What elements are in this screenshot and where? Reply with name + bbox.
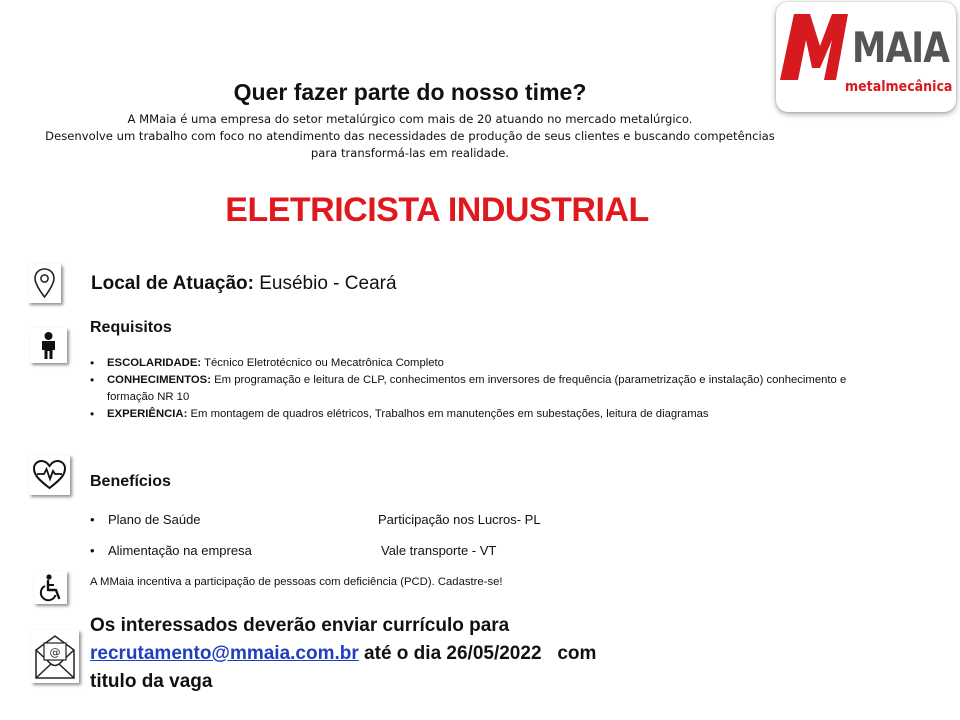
envelope-at-icon [31, 630, 79, 683]
requirement-text: Técnico Eletrotécnico ou Mecatrônica Completo [201, 357, 444, 369]
svg-text:@: @ [49, 646, 61, 659]
benefit-label: Alimentação na empresa [108, 543, 252, 558]
list-item [90, 372, 890, 406]
company-intro [0, 111, 820, 162]
list-item [90, 406, 890, 423]
person-icon [30, 328, 67, 363]
contact-line: Os interessados deverão enviar currículo para [90, 615, 510, 636]
map-pin-icon [28, 264, 61, 303]
pcd-notice: A MMaia incentiva a participação de pessoas com deficiência (PCD). Cadastre-se! [90, 576, 503, 588]
wheelchair-icon [34, 571, 67, 604]
intro-line: para transformá-las em realidade. [310, 146, 510, 160]
bullet-icon: • [90, 543, 95, 558]
contact-line [90, 640, 690, 668]
benefits-title: Benefícios [90, 473, 171, 490]
location-label: Local de Atuação: [91, 273, 254, 294]
logo-subtitle: metalmecânica [845, 79, 953, 95]
requirement-label: CONHECIMENTOS: [107, 374, 211, 386]
page-headline: Quer fazer parte do nosso time? [233, 79, 587, 105]
job-location [91, 273, 397, 295]
logo-brand-text: MAIA [852, 23, 950, 72]
requirements-title: Requisitos [90, 319, 172, 336]
requirement-text: Em montagem de quadros elétricos, Trabalhos em manutenções em subestações, leitura de diagramas [187, 408, 709, 420]
benefit-label: Plano de Saúde [108, 512, 201, 527]
list-item: Participação nos Lucros- PL [378, 512, 541, 527]
requirement-text: Em programação e leitura de CLP, conhecimentos em inversores de frequência (parametrização e instalação) conhecimento e formação NR 10 [107, 374, 847, 403]
job-title: ELETRICISTA INDUSTRIAL [225, 191, 649, 229]
heart-pulse-icon [29, 455, 70, 495]
list-item: Vale transporte - VT [381, 543, 497, 558]
contact-instructions [90, 612, 690, 696]
location-value: Eusébio - Ceará [253, 273, 397, 294]
requirement-label: ESCOLARIDADE: [107, 357, 202, 369]
contact-line: titulo da vaga [90, 671, 213, 692]
deadline-text: até o dia 26/05/2022 com [358, 643, 597, 664]
email-link[interactable]: recrutamento@mmaia.com.br [90, 643, 359, 664]
list-item [90, 355, 890, 372]
bullet-icon: • [90, 512, 95, 527]
requirement-label: EXPERIÊNCIA: [107, 408, 188, 420]
list-item [90, 512, 201, 527]
intro-line: Desenvolve um trabalho com foco no atendimento das necessidades de produção de seus clientes e buscando competências [45, 129, 775, 143]
intro-line: A MMaia é uma empresa do setor metalúrgico com mais de 20 atuando no mercado metalúrgico. [127, 112, 693, 126]
list-item [90, 543, 252, 558]
requirements-list [90, 355, 890, 423]
